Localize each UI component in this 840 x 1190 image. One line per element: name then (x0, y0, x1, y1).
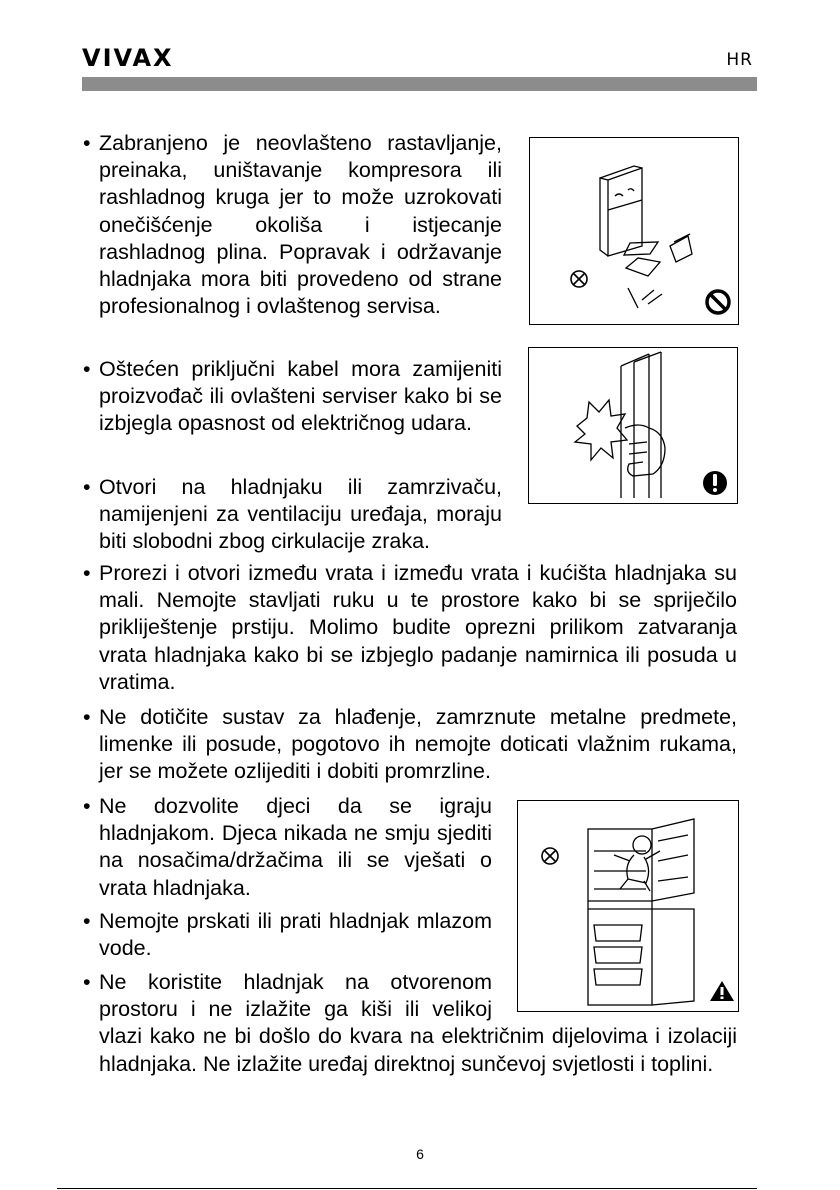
bullet-item (83, 474, 502, 556)
figure-no-disassembly (529, 137, 739, 325)
bullet-dot: • (83, 357, 91, 381)
figure-pinch-hazard (528, 347, 738, 504)
bullet-dot: • (83, 909, 91, 933)
page-number: 6 (416, 1146, 424, 1162)
bullet-dot: • (83, 970, 91, 994)
header-rule (82, 77, 757, 91)
bullet-item (83, 560, 737, 696)
bullet-dot: • (83, 794, 91, 818)
bullet-text: Ne dozvolite djeci da se igraju hladnjakom. Djeca nikada ne smju sjediti na nosačima/držačima ili se vješati o vrata hladnjaka. (99, 794, 492, 900)
prohibited-icon (571, 271, 587, 287)
brand-logo: VIVAX (82, 44, 174, 72)
bullet-item (83, 130, 502, 320)
prohibited-icon (542, 848, 558, 864)
figure-wrap-spacer (492, 969, 737, 1023)
footer-rule (57, 1188, 757, 1189)
bullet-item (83, 704, 737, 786)
bullet-text: Nemojte prskati ili prati hladnjak mlazom vode. (99, 909, 492, 961)
warning-exclamation-icon (703, 471, 727, 495)
language-code: HR (726, 50, 753, 70)
bullet-item (83, 356, 502, 438)
bullet-text: Ne dotičite sustav za hlađenje, zamrznute metalne predmete, limenke ili posude, pogotovo ih nemojte doticati vlažnim rukama, jer se možete ozlijediti i dobiti promrzline. (99, 705, 737, 784)
fridge-disassembly-illustration (530, 138, 738, 324)
bullet-dot: • (83, 561, 91, 585)
bullet-dot: • (83, 475, 91, 499)
bullet-item (83, 793, 492, 902)
no-entry-icon (707, 291, 729, 313)
bullet-text: Otvori na hladnjaku ili zamrzivaču, namijenjeni za ventilaciju uređaja, moraju biti slobodni zbog cirkulacije zraka. (99, 475, 502, 554)
bullet-dot: • (83, 131, 91, 155)
bullet-dot: • (83, 705, 91, 729)
bullet-item (83, 908, 492, 962)
bullet-text: Oštećen priključni kabel mora zamijeniti proizvođač ili ovlašteni serviser kako bi se izbjegla opasnost od električnog udara. (99, 357, 502, 436)
bullet-item (83, 969, 737, 1078)
bullet-text: Ne koristite hladnjak na otvorenom prostoru i ne izlažite ga kiši ili velikoj vlazi kako ne bi došlo do kvara na električnim dijelovima i izolaciji hladnjaka. Ne izlažite uređaj direktnoj sunčevoj svjetlosti i toplini. (99, 970, 737, 1076)
door-pinch-illustration (529, 348, 737, 503)
bullet-text: Prorezi i otvori između vrata i između vrata i kućišta hladnjaka su mali. Nemojte stavljati ruku u te prostore kako bi se spriječilo prikliještenje prstiju. Molimo budite oprezni prilikom zatvaranja vrata hladnjaka kako bi se izbjeglo padanje namirnica ili posuda u vratima. (99, 561, 737, 694)
bullet-text: Zabranjeno je neovlašteno rastavljanje, preinaka, uništavanje kompresora ili rashladnog kruga jer to može uzrokovati onečišćenje okoliša i istjecanje rashladnog plina. Popravak i održavanje hladnjaka mora biti provedeno od strane profesionalnog i ovlaštenog servisa. (99, 131, 502, 319)
